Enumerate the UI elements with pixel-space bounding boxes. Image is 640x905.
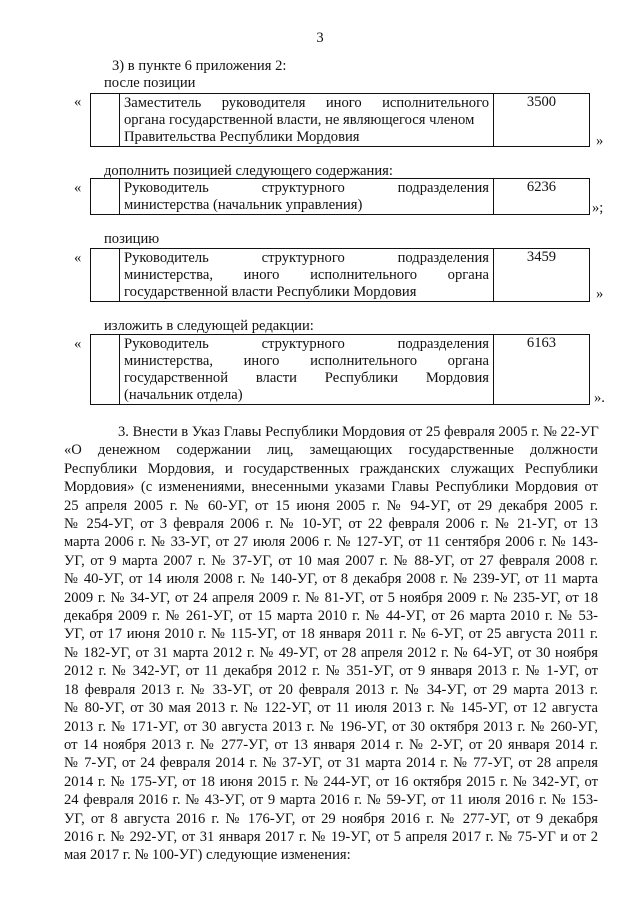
paragraph-line: № 254-УГ, от 3 февраля 2006 г. № 10-УГ, от 22 февраля 2006 г. № 21-УГ, от 13 — [64, 516, 598, 533]
position-line: Правительства Республики Мордовия — [124, 129, 360, 145]
paragraph-line: № 80-УГ, от 30 мая 2013 г. № 122-УГ, от 11 июля 2013 г. № 145-УГ, от 12 августа — [64, 700, 598, 717]
paragraph-line: 2012 г. № 342-УГ, от 11 декабря 2012 г. № 351-УГ, от 9 января 2013 г. № 1-УГ, от — [64, 663, 598, 680]
add-position-label: дополнить позицией следующего содержания: — [104, 163, 393, 179]
open-quote: « — [74, 250, 82, 266]
position-title-cell — [120, 94, 494, 147]
close-quote: » — [596, 286, 604, 302]
paragraph-line: № 40-УГ, от 14 июля 2008 г. № 140-УГ, от 8 декабря 2008 г. № 239-УГ, от 11 марта — [64, 571, 598, 588]
open-quote: « — [74, 180, 82, 196]
empty-cell — [91, 94, 120, 147]
page-number: 3 — [316, 30, 324, 46]
position-line: государственной власти Республики Мордовия — [124, 284, 417, 300]
paragraph-line: УГ, от 17 июня 2010 г. № 115-УГ, от 18 января 2011 г. № 6-УГ, от 25 августа 2011 г. — [64, 626, 598, 643]
paragraph-line: марта 2006 г. № 33-УГ, от 27 июля 2006 г. № 127-УГ, от 11 сентября 2006 г. № 143- — [64, 534, 598, 551]
restate-label: изложить в следующей редакции: — [104, 318, 314, 334]
paragraph-line: УГ, от 8 августа 2016 г. № 176-УГ, от 29 ноября 2016 г. № 277-УГ, от 9 декабря — [64, 810, 598, 827]
position-table-3 — [90, 248, 590, 302]
after-position-label: после позиции — [104, 75, 196, 91]
paragraph-line: № 7-УГ, от 24 февраля 2014 г. № 37-УГ, от 31 марта 2014 г. № 77-УГ, от 28 апреля — [64, 755, 598, 772]
position-line: министерства, иного исполнительного органа — [124, 353, 489, 369]
position-line: органа государственной власти, не являющегося членом — [124, 112, 475, 128]
position-line: (начальник отдела) — [124, 387, 243, 403]
position-line: Руководитель структурного подразделения — [124, 250, 489, 266]
paragraph-3 — [64, 423, 598, 865]
position-table-1 — [90, 93, 590, 147]
paragraph-line: декабря 2009 г. № 261-УГ, от 15 марта 2010 г. № 44-УГ, от 26 марта 2010 г. № 53- — [64, 608, 598, 625]
paragraph-line: «О денежном содержании лиц, замещающих государственные должности — [64, 442, 598, 459]
position-label: позицию — [104, 231, 160, 247]
open-quote: « — [74, 336, 82, 352]
paragraph-line: 25 апреля 2005 г. № 60-УГ, от 15 июня 2005 г. № 94-УГ, от 29 декабря 2005 г. — [64, 497, 598, 514]
position-title-cell — [120, 335, 494, 405]
item3-heading: 3) в пункте 6 приложения 2: — [112, 58, 287, 74]
close-quote-dot: ». — [594, 390, 605, 406]
empty-cell — [91, 249, 120, 302]
close-quote-semicolon: »; — [592, 200, 604, 216]
close-quote: » — [596, 133, 604, 149]
position-line: министерства, иного исполнительного органа — [124, 267, 489, 283]
paragraph-line: УГ, от 9 марта 2007 г. № 37-УГ, от 10 мая 2007 г. № 88-УГ, от 27 февраля 2008 г. — [64, 552, 598, 569]
position-line: Руководитель структурного подразделения — [124, 180, 489, 196]
position-table-2 — [90, 178, 590, 215]
position-title-cell — [120, 179, 494, 215]
paragraph-line: Мордовия» (с изменениями, внесенными указами Главы Республики Мордовия от — [64, 479, 598, 496]
salary-value-cell: 3459 — [494, 249, 590, 302]
paragraph-line: 2009 г. № 34-УГ, от 24 апреля 2009 г. № 81-УГ, от 5 ноября 2009 г. № 235-УГ, от 18 — [64, 589, 598, 606]
paragraph-line: от 14 ноября 2013 г. № 277-УГ, от 13 января 2014 г. № 2-УГ, от 20 января 2014 г. — [64, 736, 598, 753]
position-table-4 — [90, 334, 590, 405]
paragraph-line: мая 2017 г. № 100-УГ) следующие изменения: — [64, 847, 351, 864]
salary-value-cell: 6236 — [494, 179, 590, 215]
paragraph-line: № 182-УГ, от 31 марта 2012 г. № 49-УГ, от 28 апреля 2012 г. № 64-УГ, от 30 ноября — [64, 644, 598, 661]
salary-value-cell: 6163 — [494, 335, 590, 405]
position-line: Руководитель структурного подразделения — [124, 336, 489, 352]
paragraph-line: Республики Мордовия, и государственных гражданских служащих Республики — [64, 460, 598, 477]
empty-cell — [91, 335, 120, 405]
open-quote: « — [74, 94, 82, 110]
paragraph-line: 2016 г. № 292-УГ, от 31 января 2017 г. № 19-УГ, от 5 апреля 2017 г. № 75-УГ и от 2 — [64, 828, 598, 845]
paragraph-line: 24 февраля 2016 г. № 43-УГ, от 9 марта 2016 г. № 59-УГ, от 11 июля 2016 г. № 153- — [64, 792, 598, 809]
position-line: Заместитель руководителя иного исполнительного — [124, 95, 489, 111]
paragraph-line: 3. Внести в Указ Главы Республики Мордовия от 25 февраля 2005 г. № 22-УГ — [118, 424, 599, 440]
paragraph-line: 2013 г. № 171-УГ, от 30 августа 2013 г. № 196-УГ, от 30 октября 2013 г. № 260-УГ, — [64, 718, 598, 735]
paragraph-line: 2014 г. № 175-УГ, от 18 июня 2015 г. № 244-УГ, от 16 октября 2015 г. № 342-УГ, от — [64, 773, 598, 790]
position-title-cell — [120, 249, 494, 302]
salary-value-cell: 3500 — [494, 94, 590, 147]
position-line: государственной власти Республики Мордовия — [124, 370, 489, 386]
empty-cell — [91, 179, 120, 215]
position-line: министерства (начальник управления) — [124, 197, 363, 213]
paragraph-line: 18 февраля 2013 г. № 33-УГ, от 20 февраля 2013 г. № 34-УГ, от 29 марта 2013 г. — [64, 681, 598, 698]
